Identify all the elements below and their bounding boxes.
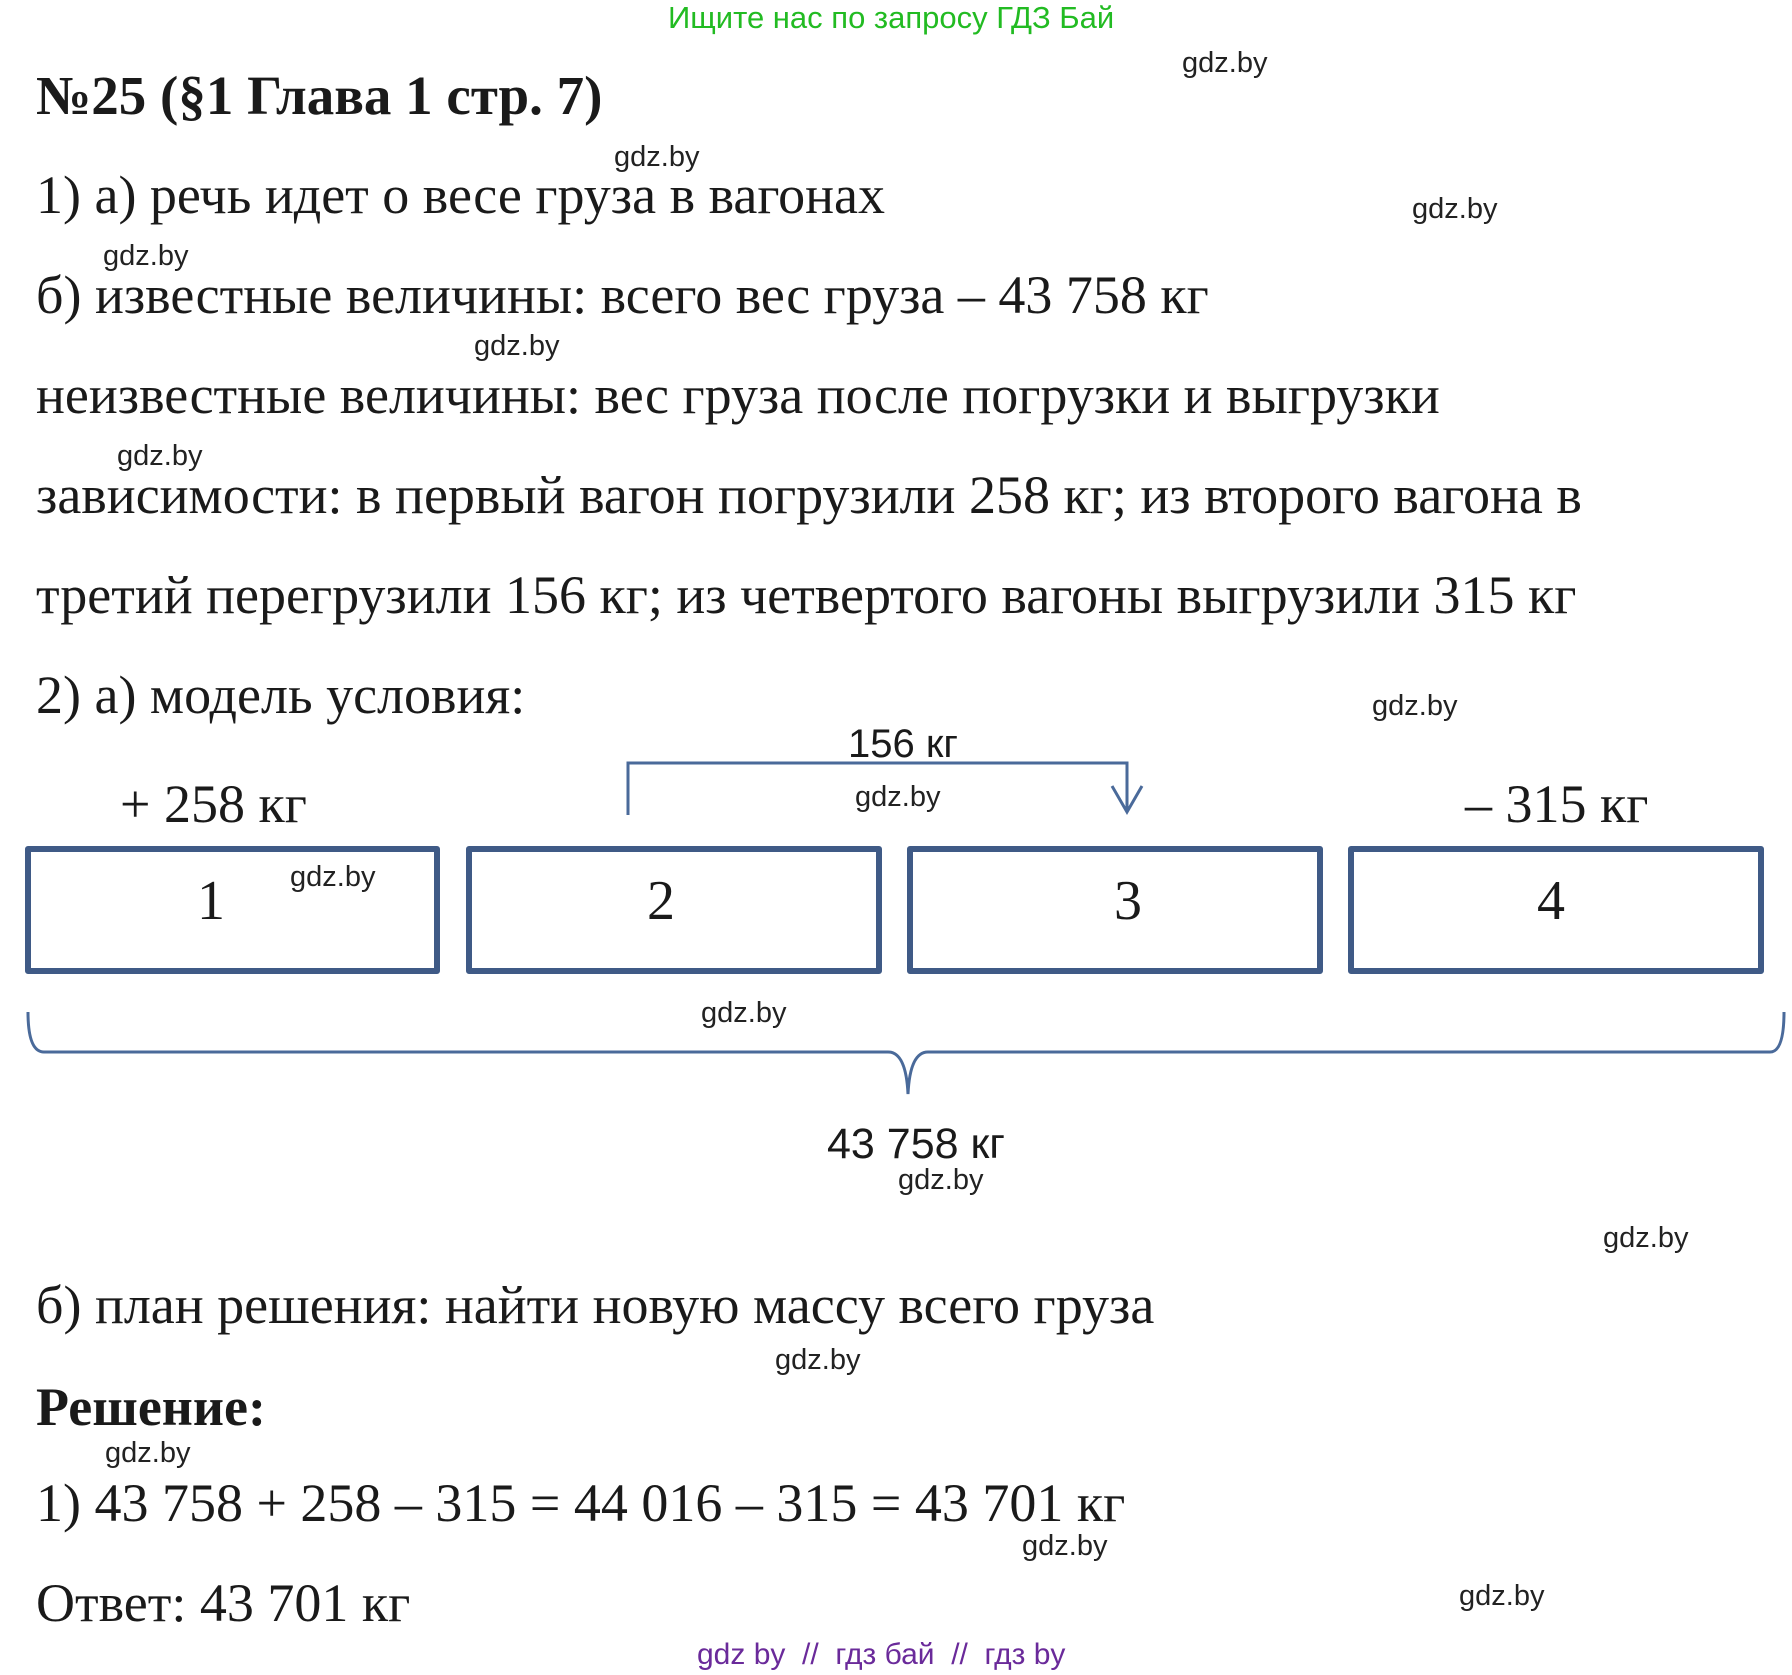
watermark: gdz.by [103, 240, 189, 272]
page-title: №25 (§1 Глава 1 стр. 7) [36, 65, 603, 126]
watermark: gdz.by [474, 330, 560, 362]
solution-title: Решение: [36, 1377, 266, 1437]
watermark: gdz.by [1022, 1530, 1108, 1562]
watermark: gdz.by [290, 861, 376, 893]
watermark: gdz.by [1459, 1580, 1545, 1612]
plus-label: + 258 кг [120, 774, 307, 834]
part1-deps-line1: зависимости: в первый вагон погрузили 258 кг; из второго вагона в [36, 465, 1582, 525]
watermark: gdz.by [117, 440, 203, 472]
part2-a: 2) а) модель условия: [36, 665, 526, 725]
watermark: gdz.by [1603, 1222, 1689, 1254]
watermark: gdz.by [1372, 690, 1458, 722]
wagon-number-2: 2 [647, 870, 675, 932]
wagon-number-3: 3 [1114, 870, 1142, 932]
solution-answer: Ответ: 43 701 кг [36, 1573, 411, 1633]
part1-deps-line2: третий перегрузили 156 кг; из четвертого вагоны выгрузили 315 кг [36, 565, 1577, 625]
solution-step1: 1) 43 758 + 258 – 315 = 44 016 – 315 = 43 701 кг [36, 1473, 1126, 1533]
watermark: gdz.by [701, 997, 787, 1029]
footer-links-text: gdz by // гдз бай // гдз by [697, 1638, 1066, 1671]
banner-text: Ищите нас по запросу ГДЗ Бай [668, 0, 1115, 35]
watermark: gdz.by [105, 1437, 191, 1469]
transfer-label: 156 кг [848, 722, 958, 766]
watermark: gdz.by [775, 1344, 861, 1376]
watermark: gdz.by [614, 141, 700, 173]
total-brace [28, 1012, 1784, 1094]
wagon-number-4: 4 [1537, 870, 1565, 932]
part2-b: б) план решения: найти новую массу всего груза [36, 1275, 1155, 1335]
part1-b: б) известные величины: всего вес груза – 43 758 кг [36, 265, 1209, 325]
watermark: gdz.by [855, 781, 941, 813]
watermark: gdz.by [898, 1164, 984, 1196]
total-label: 43 758 кг [827, 1120, 1005, 1168]
part1-a: 1) а) речь идет о весе груза в вагонах [36, 165, 886, 225]
minus-label: – 315 кг [1465, 774, 1649, 834]
watermark: gdz.by [1412, 193, 1498, 225]
wagon-box-1 [25, 846, 440, 974]
part1-unknown: неизвестные величины: вес груза после погрузки и выгрузки [36, 365, 1440, 425]
watermark: gdz.by [1182, 47, 1268, 79]
wagon-number-1: 1 [197, 870, 225, 932]
